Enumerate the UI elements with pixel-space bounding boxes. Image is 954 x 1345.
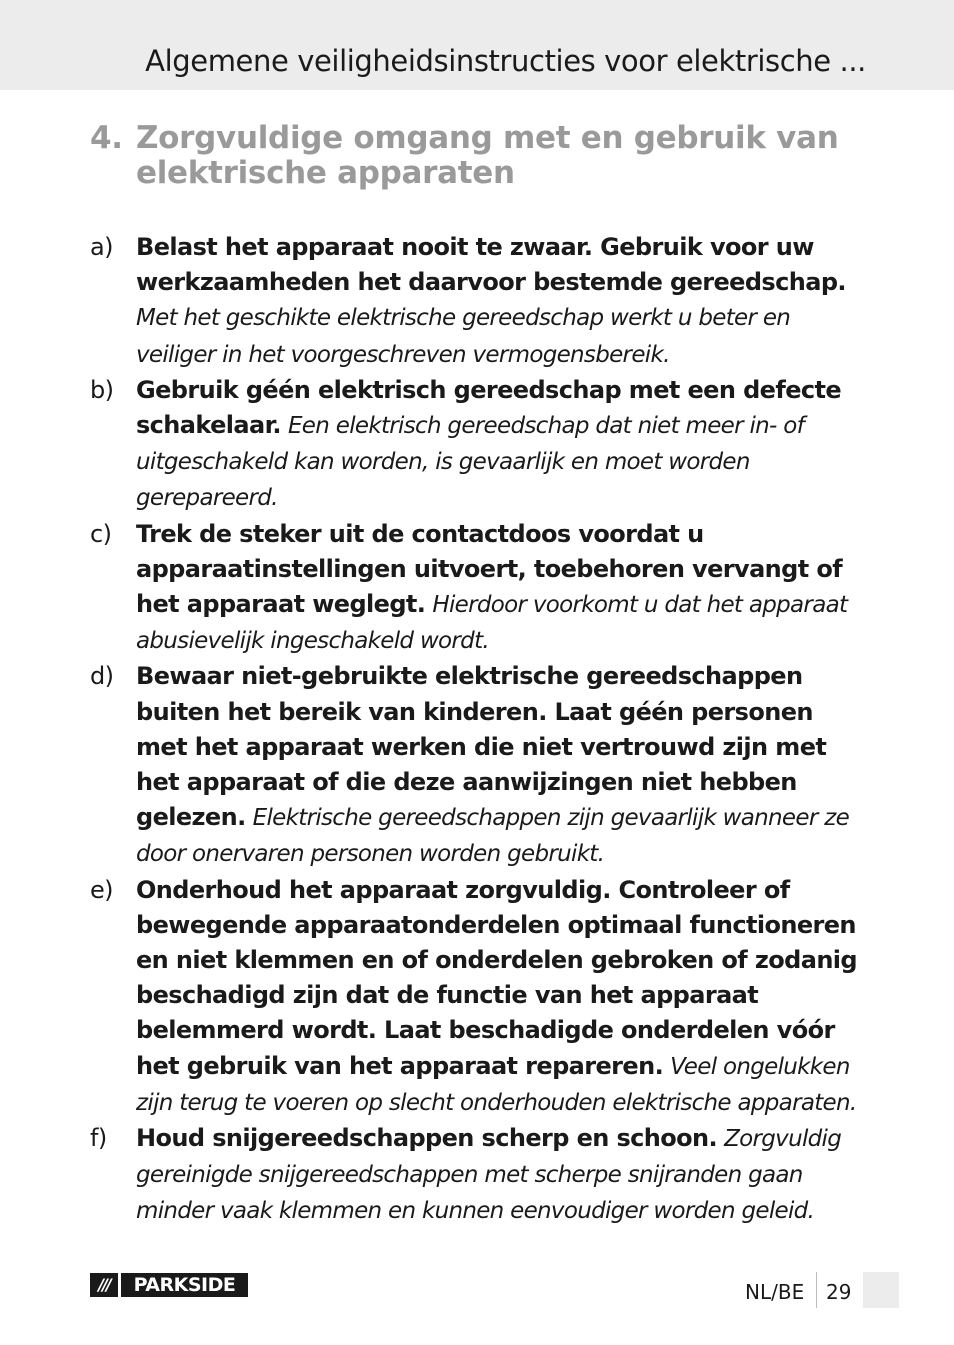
- item-bold-text: Gebruik géén elektrisch gereedschap met een defecte schakelaar.: [136, 375, 842, 440]
- footer-divider: [816, 1272, 817, 1308]
- item-text: [136, 373, 870, 517]
- item-label: f): [90, 1124, 107, 1153]
- logo-slashes: ///: [90, 1273, 118, 1297]
- item-label: c): [90, 519, 112, 548]
- instruction-list: [90, 230, 870, 1230]
- section-heading: [90, 121, 850, 191]
- item-bold-text: Belast het apparaat nooit te zwaar. Gebruik voor uw werkzaamheden het daarvoor bestemde gereedschap.: [136, 233, 846, 297]
- list-item: [90, 517, 870, 660]
- footer-language: NL/BE: [745, 1280, 805, 1304]
- item-label: b): [90, 375, 114, 404]
- page-number: 29: [826, 1280, 852, 1304]
- item-text: [136, 517, 870, 660]
- parkside-logo: [90, 1273, 248, 1297]
- item-bold-text: Onderhoud het apparaat zorgvuldig. Controleer of bewegende apparaatonderdelen optimaal functioneren en niet klemmen en of onderdelen gebroken of zodanig beschadigd zijn dat de functie van het apparaat belemmerd wordt. Laat beschadigde onderdelen vóór het gebruik van het apparaat repareren.: [136, 875, 858, 1080]
- item-normal-text: Zorgvuldig gereinigde snijgereedschappen met scherpe snijranden gaan minder vaak klemmen en kunnen eenvoudiger worden geleid.: [136, 1126, 842, 1225]
- list-item: [90, 230, 870, 373]
- item-normal-text: Veel ongelukken zijn terug te voeren op slecht onderhouden elektrische apparaten.: [136, 1053, 857, 1116]
- footer-tab-box: [863, 1272, 899, 1308]
- item-normal-text: Hierdoor voorkomt u dat het apparaat abusievelijk ingeschakeld wordt.: [136, 592, 848, 655]
- item-bold-text: Bewaar niet-gebruikte elektrische gereedschappen buiten het bereik van kinderen. Laat géén personen met het apparaat werken die niet vertrouwd zijn met het apparaat of die deze aanwijzingen niet hebben gelezen.: [136, 662, 827, 832]
- item-normal-text: Elektrische gereedschappen zijn gevaarlijk wanneer ze door onervaren personen worden gebruikt.: [136, 805, 850, 868]
- list-item: [90, 873, 870, 1121]
- list-item: [90, 1121, 870, 1230]
- item-normal-text: Met het geschikte elektrische gereedschap werkt u beter en veiliger in het voorgeschreven vermogensbereik.: [136, 305, 791, 368]
- item-bold-text: Houd snijgereedschappen scherp en schoon.: [136, 1124, 718, 1153]
- item-text: [136, 659, 870, 872]
- page-header-title: Algemene veiligheidsinstructies voor elektrische ...: [145, 44, 866, 78]
- section-title: Zorgvuldige omgang met en gebruik van elektrische apparaten: [136, 120, 839, 191]
- logo-text: PARKSIDE: [121, 1273, 248, 1297]
- item-text: [136, 873, 870, 1121]
- list-item: [90, 373, 870, 517]
- item-text: [136, 1121, 870, 1230]
- section-number: 4.: [90, 120, 123, 156]
- item-label: d): [90, 662, 114, 691]
- item-text: [136, 230, 870, 373]
- item-label: e): [90, 875, 113, 904]
- item-label: a): [90, 233, 113, 261]
- item-normal-text: Een elektrisch gereedschap dat niet meer in- of uitgeschakeld kan worden, is gevaarlijk en moet worden gerepareerd.: [136, 413, 805, 512]
- list-item: [90, 659, 870, 872]
- item-bold-text: Trek de steker uit de contactdoos voordat u apparaatinstellingen uitvoert, toebehoren vervangt of het apparaat weglegt.: [136, 519, 843, 619]
